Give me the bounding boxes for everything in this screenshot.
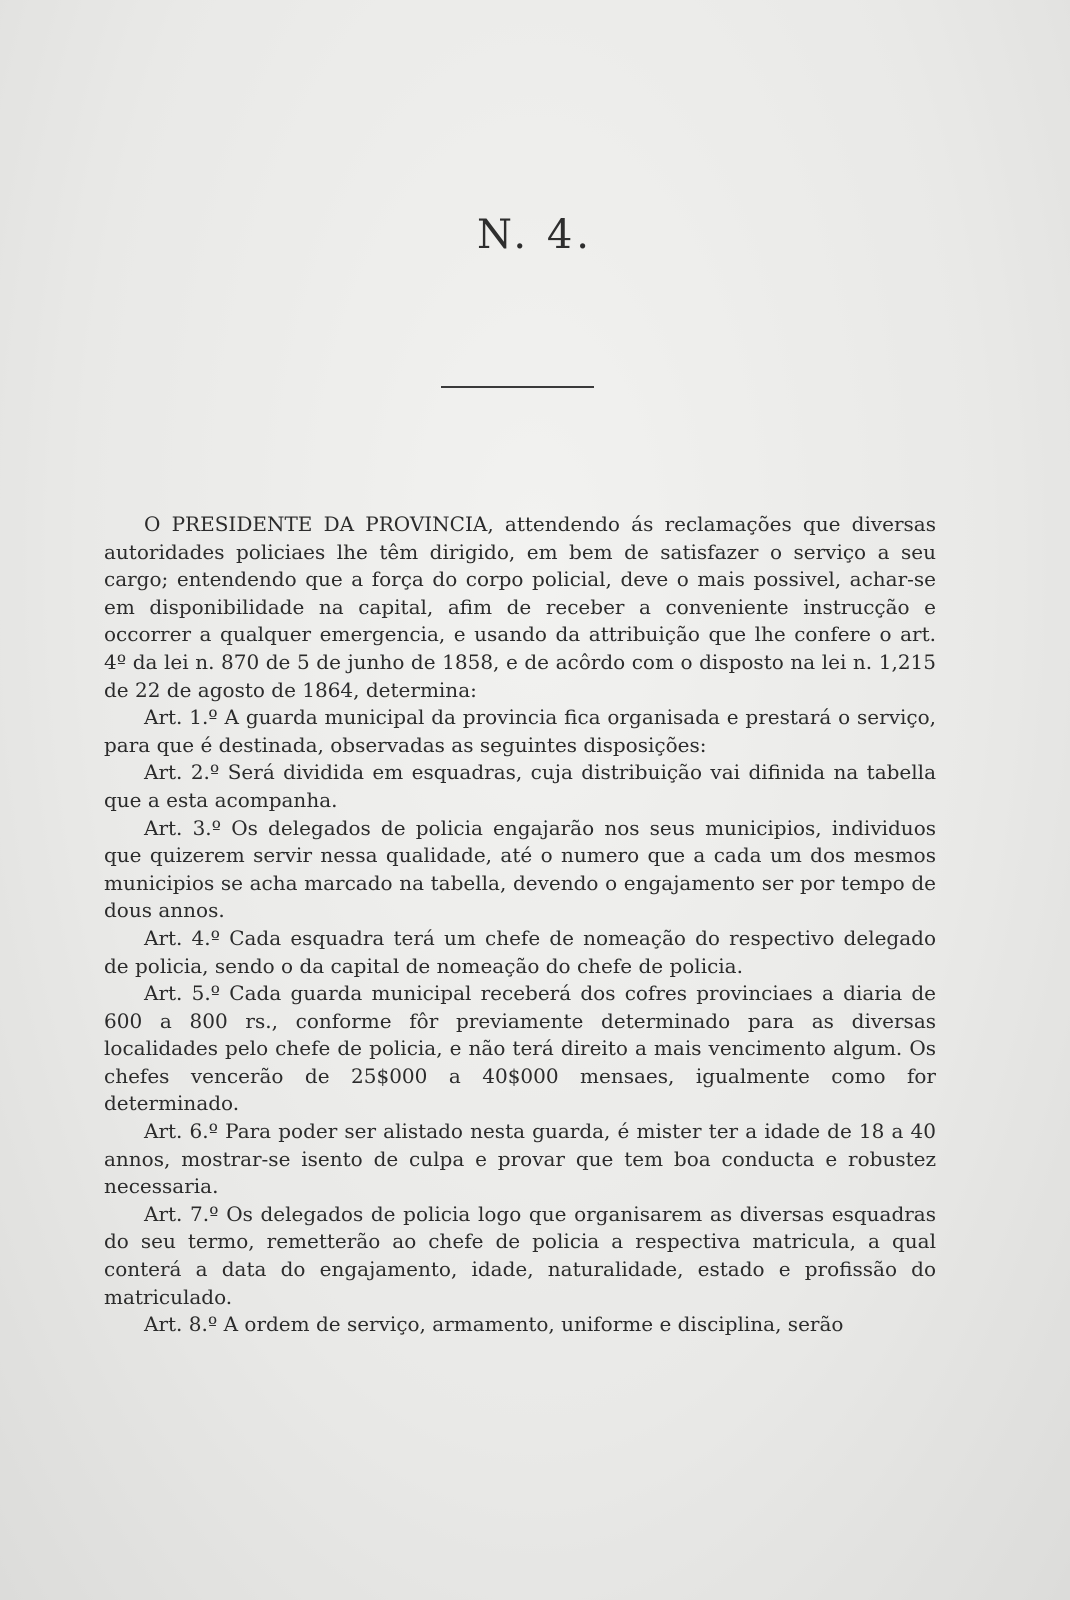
preamble-paragraph: O PRESIDENTE DA PROVINCIA, attendendo ás reclamações que diversas autoridades policiaes lhe têm dirigido, em bem de satisfazer o serviço a seu cargo; entendendo que a força do corpo policial, deve o mais possivel, achar-se em disponibilidade na capital, afim de receber a conveniente instrucção e occorrer a qualquer emergencia, e usando da attribuição que lhe confere o art. 4º da lei n. 870 de 5 de junho de 1858, e de acôrdo com o disposto na lei n. 1,215 de 22 de agosto de 1864, determina: <box>104 512 936 702</box>
document-number: N. 4. <box>476 212 594 258</box>
article-3-paragraph: Art. 3.º Os delegados de policia engajarão nos seus municipios, individuos que quizerem servir nessa qualidade, até o numero que a cada um dos mesmos municipios se acha marcado na tabella, devendo o engajamento ser por tempo de dous annos. <box>104 815 936 923</box>
article-7-paragraph: Art. 7.º Os delegados de policia logo que organisarem as diversas esquadras do seu termo, remetterão ao chefe de policia a respectiva matricula, a qual conterá a data do engajamento, idade, naturalidade, estado e profissão do matriculado. <box>104 1201 936 1309</box>
article-4-paragraph: Art. 4.º Cada esquadra terá um chefe de nomeação do respectivo delegado de policia, sendo o da capital de nomeação do chefe de policia. <box>104 925 936 978</box>
separator-rule <box>441 386 594 388</box>
article-8-paragraph: Art. 8.º A ordem de serviço, armamento, uniforme e disciplina, serão <box>144 1312 844 1337</box>
article-1-paragraph: Art. 1.º A guarda municipal da provincia fica organisada e prestará o serviço, para que é destinada, observadas as seguintes disposições: <box>104 705 936 757</box>
article-5-paragraph: Art. 5.º Cada guarda municipal receberá dos cofres provinciaes a diaria de 600 a 800 rs., conforme fôr previamente determinado para as diversas localidades pelo chefe de policia, e não terá direito a mais vencimento algum. Os chefes vencerão de 25$000 a 40$000 mensaes, igualmente como for determinado. <box>104 981 936 1116</box>
document-body <box>104 511 936 1339</box>
article-6-paragraph: Art. 6.º Para poder ser alistado nesta guarda, é mister ter a idade de 18 a 40 annos, mostrar-se isento de culpa e provar que tem boa conducta e robustez necessaria. <box>104 1119 936 1199</box>
article-2-paragraph: Art. 2.º Será dividida em esquadras, cuja distribuição vai difinida na tabella que a esta acompanha. <box>104 760 936 812</box>
